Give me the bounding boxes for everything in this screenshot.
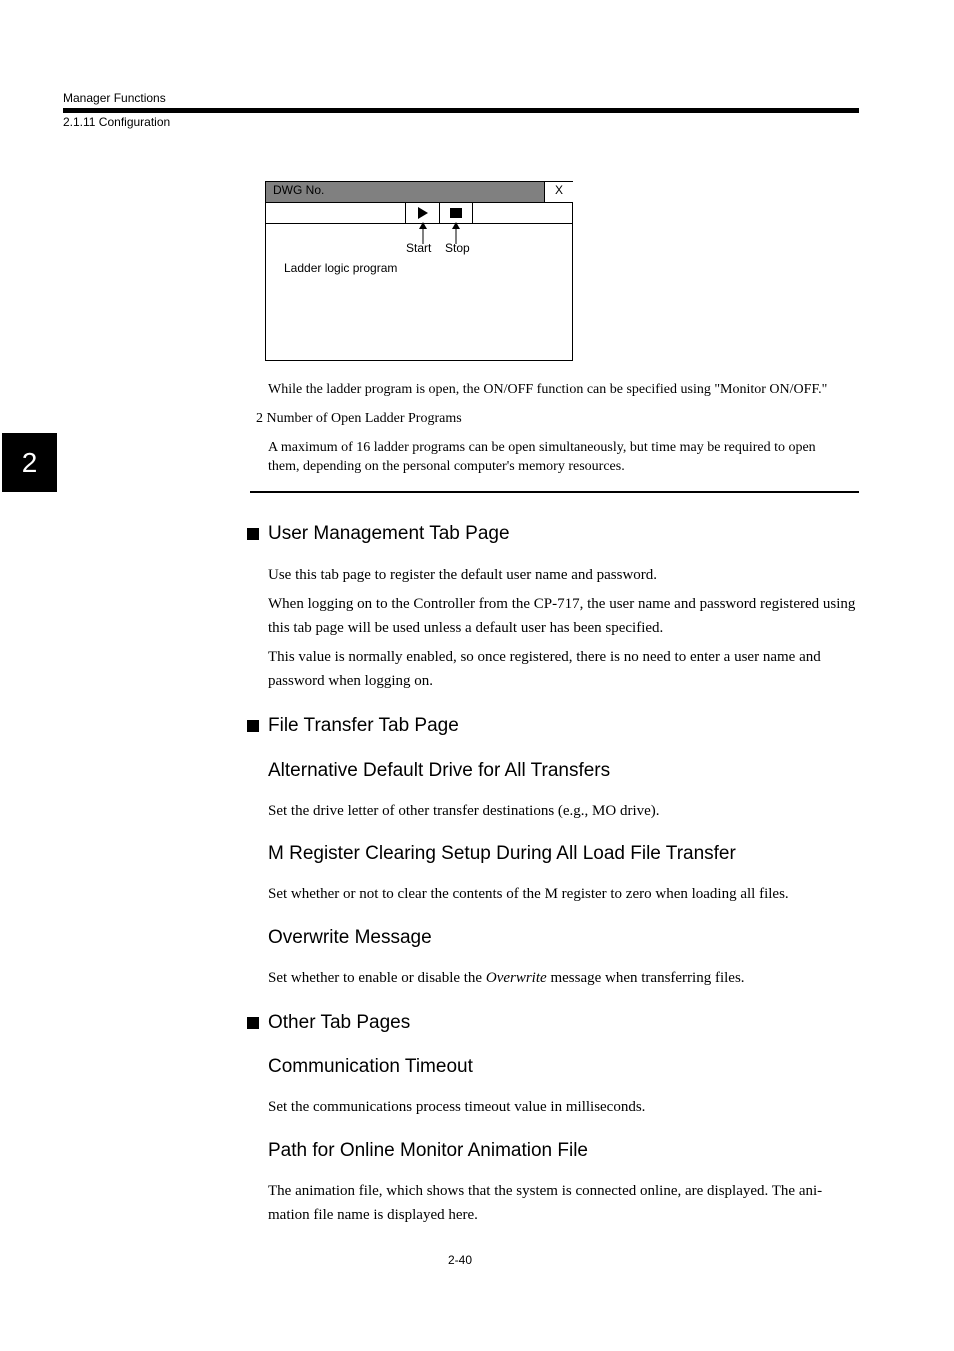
header-rule <box>63 108 859 113</box>
close-button[interactable]: X <box>544 182 573 203</box>
section-heading-file-transfer: File Transfer Tab Page <box>247 715 459 737</box>
window-toolbar <box>266 203 572 224</box>
note-item-2-text: A maximum of 16 ladder programs can be open simultaneously, but time may be required to open them, depending on the personal computer's memory resources. <box>268 440 816 474</box>
user-mgmt-paragraph-2: When logging on to the Controller from the CP-717, the user name and password registered using this tab page will be used unless a default user has been specified. <box>268 596 856 636</box>
start-callout-label: Start <box>406 241 432 255</box>
header-subsection-title: 2.1.11 Configuration <box>63 115 171 129</box>
note-item-2-heading: 2 Number of Open Ladder Programs <box>256 411 462 426</box>
user-mgmt-paragraph-1: Use this tab page to register the default user name and password. <box>268 567 658 583</box>
chapter-tab: 2 <box>2 433 57 492</box>
stop-callout-label: Stop <box>445 241 470 255</box>
window-title: DWG No. <box>273 183 325 197</box>
subheading-alt-default-drive: Alternative Default Drive for All Transfers <box>268 760 611 781</box>
subheading-m-register-clearing: M Register Clearing Setup During All Load File Transfer <box>268 843 736 864</box>
start-button[interactable] <box>405 203 440 223</box>
square-bullet-icon <box>247 1017 259 1029</box>
overwrite-message-text: Set whether to enable or disable the Overwrite message when transferring files. <box>268 970 745 986</box>
user-mgmt-paragraph-3: This value is normally enabled, so once registered, there is no need to enter a user name and password when logging on. <box>268 649 821 689</box>
subheading-overwrite-message: Overwrite Message <box>268 927 432 948</box>
window-titlebar <box>266 182 544 203</box>
square-bullet-icon <box>247 720 259 732</box>
alt-default-drive-text: Set the drive letter of other transfer destinations (e.g., MO drive). <box>268 803 660 819</box>
subheading-communication-timeout: Communication Timeout <box>268 1056 473 1077</box>
window-content-label: Ladder logic program <box>284 261 398 275</box>
notes-divider <box>250 491 859 493</box>
square-bullet-icon <box>247 528 259 540</box>
monitor-note: While the ladder program is open, the ON/OFF function can be specified using "Monitor ON/OFF." <box>268 382 828 397</box>
stop-icon <box>450 208 462 218</box>
stop-button[interactable] <box>439 203 473 223</box>
animation-file-path-text: The animation file, which shows that the system is connected online, are displayed. The ani-mation file name is displayed here. <box>268 1183 823 1223</box>
communication-timeout-text: Set the communications process timeout value in milliseconds. <box>268 1099 646 1115</box>
header-section-title: Manager Functions <box>63 91 166 105</box>
subheading-animation-file-path: Path for Online Monitor Animation File <box>268 1140 588 1161</box>
section-heading-other-tab-pages: Other Tab Pages <box>247 1012 410 1034</box>
play-icon <box>417 207 429 219</box>
page-number: 2-40 <box>448 1253 473 1267</box>
m-register-clearing-text: Set whether or not to clear the contents of the M register to zero when loading all files. <box>268 886 789 902</box>
section-heading-user-management: User Management Tab Page <box>247 523 510 545</box>
